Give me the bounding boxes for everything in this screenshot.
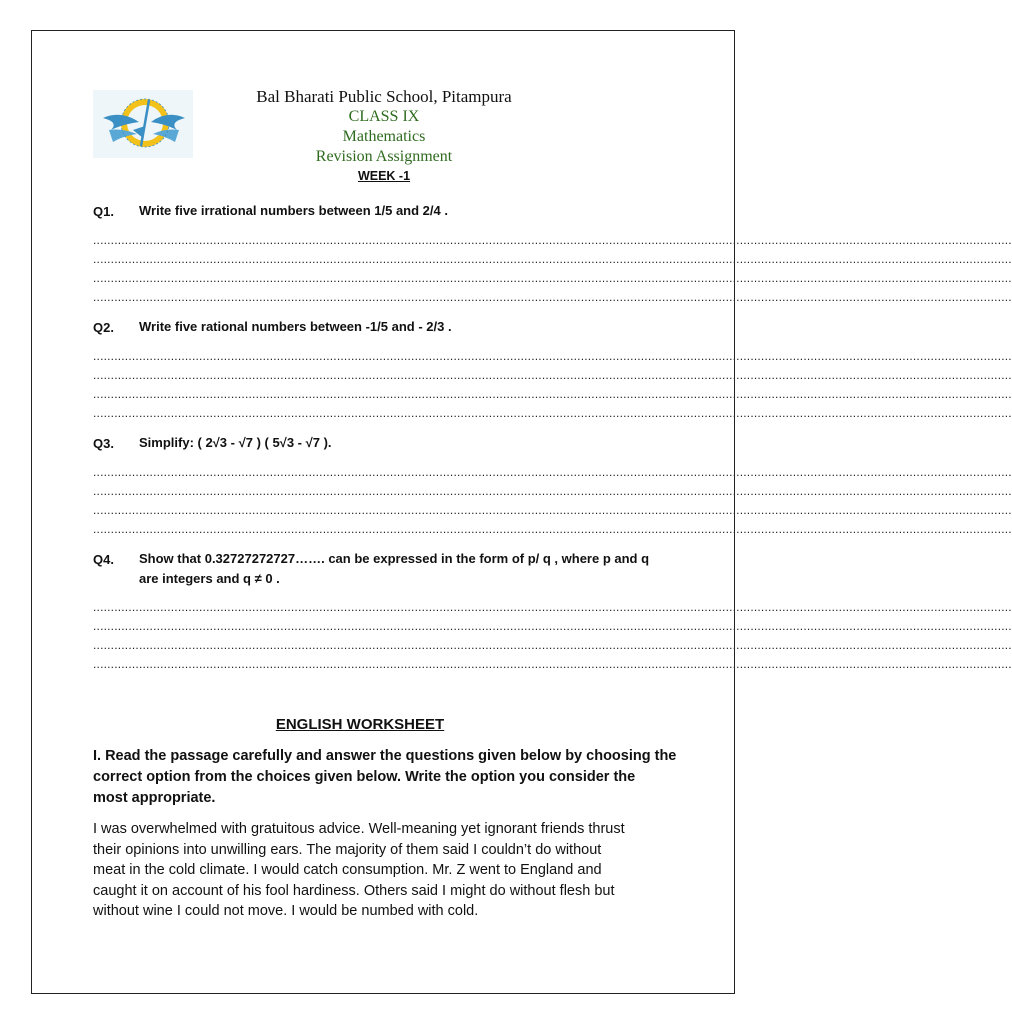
passage-line: meat in the cold climate. I would catch consumption. Mr. Z went to England and — [93, 862, 602, 878]
question-2-number: Q2. — [93, 320, 114, 335]
answer-line: .................................................................................................................................................................................................................................................................... — [93, 638, 1012, 652]
answer-line: .................................................................................................................................................................................................................................................................... — [93, 368, 1012, 382]
question-4-number: Q4. — [93, 552, 114, 567]
answer-line: .................................................................................................................................................................................................................................................................... — [93, 503, 1012, 517]
assignment-title: Revision Assignment — [315, 148, 453, 165]
english-worksheet-title: ENGLISH WORKSHEET — [275, 716, 445, 733]
question-4-line: are integers and q ≠ 0 . — [139, 571, 280, 586]
english-instructions — [93, 746, 693, 809]
school-name: Bal Bharati Public School, Pitampura — [256, 87, 512, 106]
answer-line: .................................................................................................................................................................................................................................................................... — [93, 657, 1012, 671]
question-2-text — [139, 317, 699, 337]
question-3-text — [139, 433, 699, 453]
answer-line: .................................................................................................................................................................................................................................................................... — [93, 522, 1012, 536]
instruction-line: most appropriate. — [93, 790, 216, 806]
question-1-text — [139, 201, 699, 221]
question-1-number: Q1. — [93, 204, 114, 219]
passage-line: caught it on account of his fool hardiness. Others said I might do without flesh but — [93, 882, 615, 899]
question-1-line: Write five irrational numbers between 1/5 and 2/4 . — [139, 203, 448, 218]
answer-line: .................................................................................................................................................................................................................................................................... — [93, 387, 1012, 401]
answer-line: .................................................................................................................................................................................................................................................................... — [93, 465, 1012, 479]
question-2-line: Write five rational numbers between -1/5 and - 2/3 . — [139, 319, 452, 334]
question-3-number: Q3. — [93, 436, 114, 451]
subject-title: Mathematics — [342, 128, 426, 145]
answer-line: .................................................................................................................................................................................................................................................................... — [93, 252, 1012, 266]
answer-line: .................................................................................................................................................................................................................................................................... — [93, 233, 1012, 247]
answer-line: .................................................................................................................................................................................................................................................................... — [93, 484, 1012, 498]
passage-line: I was overwhelmed with gratuitous advice. Well-meaning yet ignorant friends thrust — [93, 821, 625, 837]
question-3-line: Simplify: ( 2√3 - √7 ) ( 5√3 - √7 ). — [139, 435, 332, 450]
answer-line: .................................................................................................................................................................................................................................................................... — [93, 349, 1012, 363]
answer-line: .................................................................................................................................................................................................................................................................... — [93, 290, 1012, 304]
answer-line: .................................................................................................................................................................................................................................................................... — [93, 406, 1012, 420]
class-label: CLASS IX — [348, 108, 420, 125]
week-label: WEEK -1 — [357, 169, 411, 183]
question-4-text — [139, 549, 699, 589]
answer-line: .................................................................................................................................................................................................................................................................... — [93, 619, 1012, 633]
instruction-line: correct option from the choices given below. Write the option you consider the — [93, 769, 636, 785]
passage-line: their opinions into unwilling ears. The majority of them said I couldn’t do without — [93, 841, 602, 858]
passage-line: without wine I could not move. I would be numbed with cold. — [93, 903, 479, 919]
instruction-line: I. Read the passage carefully and answer the questions given below by choosing the — [93, 748, 677, 764]
answer-line: .................................................................................................................................................................................................................................................................... — [93, 271, 1012, 285]
english-passage — [93, 819, 693, 922]
answer-line: .................................................................................................................................................................................................................................................................... — [93, 600, 1012, 614]
question-4-line: Show that 0.32727272727……. can be expressed in the form of p/ q , where p and q — [139, 551, 650, 566]
